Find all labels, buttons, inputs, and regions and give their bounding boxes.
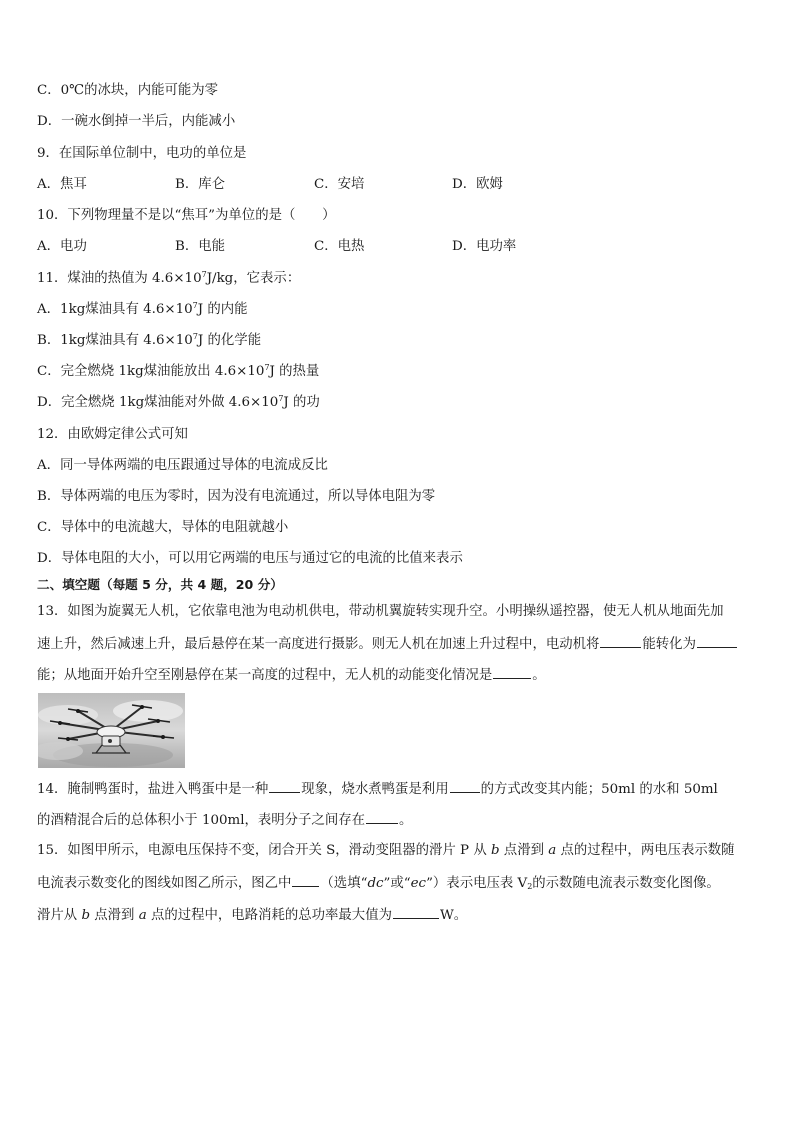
- q11-option-b: B．1kg煤油具有 $4.6\times 10^7J$ 的化学能: [37, 332, 262, 348]
- q8-option-c: C．0℃的冰块，内能可能为零: [37, 83, 219, 98]
- answer-blank[interactable]: [493, 665, 531, 679]
- q12-option-a: A．同一导体两端的电压跟通过导体的电流成反比: [37, 458, 328, 473]
- q15-line-2: 电流表示数变化的图线如图乙所示，图乙中 （选填“dc”或“ec”）表示电压表 $V_2$的示数随电流表示数变化图像。: [37, 873, 720, 893]
- q11-stem: 11．煤油的热值为 $4.6\times 10^7J/kg$，它表示：: [37, 270, 301, 286]
- q12-option-b: B．导体两端的电压为零时，因为没有电流通过，所以导体电阻为零: [37, 489, 436, 504]
- q15-line-1: 15．如图甲所示，电源电压保持不变，闭合开关 S，滑动变阻器的滑片 P 从 b 点滑到 a 点的过程中，两电压表示数随: [37, 843, 735, 858]
- q14-line-1: 14．腌制鸭蛋时，盐进入鸭蛋中是一种 现象，烧水煮鸭蛋是利用 的方式改变其内能；50ml 的水和 50ml: [37, 779, 718, 799]
- q13-line-2: 速上升，然后减速上升，最后悬停在某一高度进行摄影。则无人机在加速上升过程中，电动机将 能转化为: [37, 634, 738, 654]
- answer-blank[interactable]: [697, 634, 737, 648]
- q10-option-c: C．电热: [314, 239, 365, 254]
- q11-option-a: A．1kg煤油具有 $4.6\times 10^7J$ 的内能: [37, 301, 248, 317]
- answer-blank[interactable]: [450, 779, 480, 793]
- q9-stem: 9．在国际单位制中，电功的单位是: [37, 146, 247, 161]
- drone-photo: [38, 693, 185, 768]
- q10-stem: 10．下列物理量不是以“焦耳”为单位的是（ ）: [37, 208, 336, 223]
- q13-line-1: 13．如图为旋翼无人机，它依靠电池为电动机供电，带动机翼旋转实现升空。小明操纵遥控器，使无人机从地面先加: [37, 604, 724, 619]
- q12-stem: 12．由欧姆定律公式可知: [37, 427, 188, 442]
- q12-option-d: D．导体电阻的大小，可以用它两端的电压与通过它的电流的比值来表示: [37, 551, 463, 566]
- q9-option-c: C．安培: [314, 177, 365, 192]
- q8-option-d: D．一碗水倒掉一半后，内能减小: [37, 114, 236, 129]
- q14-line-2: 的酒精混合后的总体积小于 100ml，表明分子之间存在 。: [37, 810, 412, 830]
- answer-blank[interactable]: [292, 873, 319, 887]
- q10-option-b: B．电能: [175, 239, 226, 254]
- answer-blank[interactable]: [600, 634, 641, 648]
- q9-option-d: D．欧姆: [452, 177, 503, 192]
- q11-option-d: D．完全燃烧 1kg煤油能对外做 $4.6\times 10^7J$ 的功: [37, 394, 320, 410]
- q10-option-a: A．电功: [37, 239, 87, 254]
- q9-option-b: B．库仑: [175, 177, 226, 192]
- answer-blank[interactable]: [366, 810, 398, 824]
- section-heading: 二、填空题（每题 5 分，共 4 题，20 分）: [37, 577, 283, 592]
- q11-option-c: C．完全燃烧 1kg煤油能放出 $4.6\times 10^7J$ 的热量: [37, 363, 320, 379]
- q15-line-3: 滑片从 b 点滑到 a 点的过程中，电路消耗的总功率最大值为 W。: [37, 905, 467, 925]
- q12-option-c: C．导体中的电流越大，导体的电阻就越小: [37, 520, 289, 535]
- q13-line-3: 能；从地面开始升空至刚悬停在某一高度的过程中，无人机的动能变化情况是 。: [37, 665, 546, 685]
- q9-option-a: A．焦耳: [37, 177, 87, 192]
- q10-option-d: D．电功率: [452, 239, 517, 254]
- answer-blank[interactable]: [269, 779, 300, 793]
- answer-blank[interactable]: [393, 905, 439, 919]
